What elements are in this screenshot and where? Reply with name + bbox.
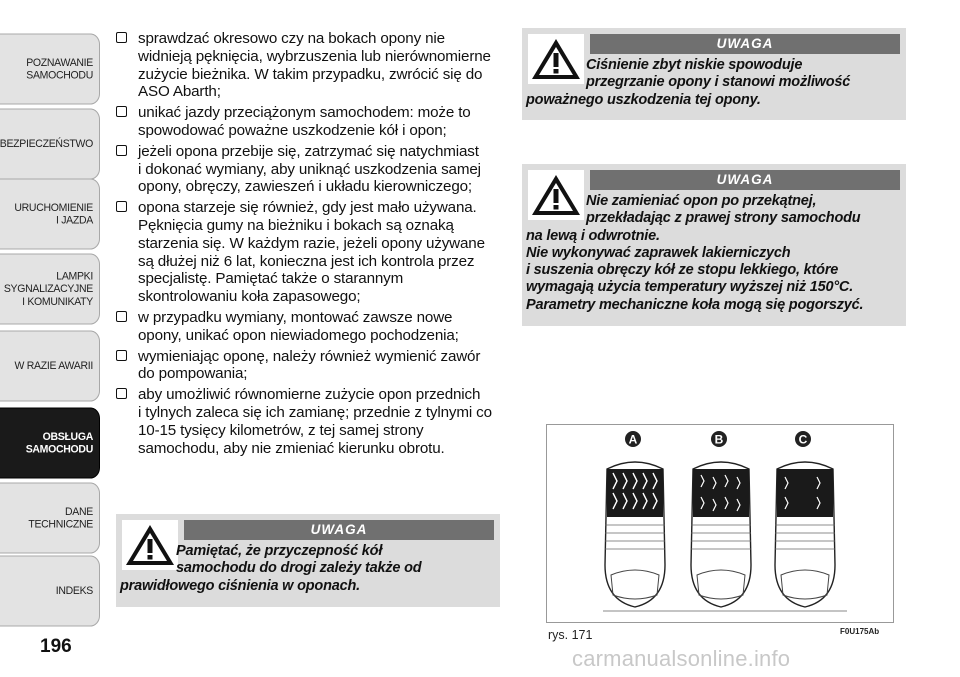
checkbox-bullet-icon — [116, 350, 127, 361]
tab-label: LAMPKI SYGNALIZACYJNE I KOMUNIKATY — [3, 269, 93, 309]
bullet-item — [116, 309, 511, 345]
tab-label: DANE TECHNICZNE — [28, 505, 93, 531]
warning-line: Nie zamieniać opon po przekątnej, — [586, 193, 817, 209]
figure-caption: rys. 171 — [548, 628, 593, 642]
warning-text — [586, 57, 850, 92]
bullet-line: sprawdzać okresowo czy na bokach opony nie — [138, 30, 445, 47]
warning-text — [176, 543, 421, 578]
tire-a-illustration — [605, 462, 665, 607]
warning-text-cont — [526, 228, 863, 314]
tab-label: BEZPIECZEŃSTWO — [0, 137, 93, 151]
bullet-line: zużycie bieżnika. W takim przypadku, zwrócić się do — [138, 65, 483, 83]
warning-text — [586, 193, 860, 228]
bullet-line: opony, obręczy, zawieszeń i układu kierowniczego; — [138, 178, 472, 196]
bullet-line: w przypadku wymiany, montować zawsze nowe — [138, 308, 453, 326]
tab-label: INDEKS — [55, 584, 93, 598]
warning-line: Parametry mechaniczne koła mogą się pogorszyć. — [526, 296, 864, 313]
bullet-line: jeżeli opona przebije się, zatrzymać się natychmiast — [138, 142, 479, 160]
warning-header: UWAGA — [590, 170, 900, 190]
tire-wear-figure — [546, 424, 894, 623]
figure-code: F0U175Ab — [840, 627, 880, 636]
checkbox-bullet-icon — [116, 145, 127, 156]
bullet-line: wymieniając oponę, należy również wymienić zawór — [138, 347, 481, 365]
checkbox-bullet-icon — [116, 32, 127, 43]
chapter-sidebar — [0, 0, 102, 677]
checkbox-bullet-icon — [116, 311, 127, 322]
bullet-line: specjalistę. Pamiętać także o starannym — [138, 270, 404, 288]
bullet-item — [116, 386, 511, 457]
warning-text-cont — [526, 92, 761, 109]
bullet-line: i tylnych zaleca się ich zamianę; przednie z tylnymi co — [138, 403, 492, 421]
label-c: C — [798, 432, 808, 447]
bullet-line: są dłużej niż 6 lat, konieczna jest ich kontrola przez — [138, 252, 475, 270]
warning-triangle-icon — [528, 170, 584, 220]
checkbox-bullet-icon — [116, 388, 127, 399]
checkbox-bullet-icon — [116, 106, 127, 117]
bullet-line: starzenia się. W każdym razie, jeżeli opony używane — [138, 234, 485, 252]
label-a: A — [628, 432, 638, 447]
warning-text-cont — [120, 578, 360, 595]
bullet-line: i dokonać wymiany, aby uniknąć uszkodzenia samej — [138, 160, 481, 178]
warning-box-tire-pressure-grip — [116, 514, 500, 607]
warning-line: przekładając z prawej strony samochodu — [586, 210, 861, 227]
warning-triangle-icon — [528, 34, 584, 84]
maintenance-bullet-list — [116, 30, 511, 460]
bullet-item — [116, 30, 511, 101]
warning-line: samochodu do drogi zależy także od — [176, 560, 422, 577]
tab-indeks[interactable] — [0, 555, 100, 626]
checkbox-bullet-icon — [116, 201, 127, 212]
warning-line: Nie wykonywać zaprawek lakierniczych — [526, 244, 791, 261]
label-b: B — [714, 432, 724, 447]
bullet-line: opony, unikać opon niewiadomego pochodzenia; — [138, 326, 459, 344]
bullet-item — [116, 104, 511, 140]
bullet-line: unikać jazdy przeciążonym samochodem: może to — [138, 104, 471, 122]
tab-w-razie-awarii[interactable] — [0, 330, 100, 401]
warning-triangle-icon — [122, 520, 178, 570]
warning-line: Pamiętać, że przyczepność kół — [176, 543, 383, 559]
tab-label: OBSŁUGA SAMOCHODU — [25, 430, 93, 456]
warning-line: przegrzanie opony i stanowi możliwość — [586, 74, 851, 91]
warning-header: UWAGA — [590, 34, 900, 54]
tab-label: URUCHOMIENIE I JAZDA — [14, 201, 93, 227]
tire-wear-illustration — [547, 425, 893, 622]
warning-line: i suszenia obręczy kół ze stopu lekkiego, które — [526, 262, 839, 279]
bullet-line: samochodu, aby nie zmieniać kierunku obrotu. — [138, 439, 445, 457]
page-number: 196 — [40, 636, 72, 657]
warning-line: prawidłowego ciśnienia w oponach. — [120, 577, 360, 594]
bullet-line: do pompowania; — [138, 365, 248, 383]
tab-uruchomienie-i-jazda[interactable] — [0, 178, 100, 249]
bullet-line: skontrolowaniu koła zapasowego; — [138, 288, 361, 306]
warning-line: poważnego uszkodzenia tej opony. — [526, 91, 761, 108]
bullet-line: ASO Abarth; — [138, 83, 221, 101]
warning-line: Ciśnienie zbyt niskie spowoduje — [586, 57, 803, 73]
bullet-line: widnieją pęknięcia, wybrzuszenia lub nierównomierne — [138, 47, 491, 65]
warning-line: wymagają użycia temperatury wyższej niż 150°C. — [526, 279, 854, 296]
warning-header: UWAGA — [184, 520, 494, 540]
tab-bezpieczenstwo[interactable] — [0, 108, 100, 179]
tab-poznawanie-samochodu[interactable] — [0, 33, 100, 104]
tab-lampki-sygnalizacyjne[interactable] — [0, 253, 100, 324]
warning-box-low-pressure — [522, 28, 906, 120]
bullet-line: spowodować poważne uszkodzenie kół i opon; — [138, 121, 447, 139]
tire-b-illustration — [691, 462, 751, 607]
bullet-item — [116, 348, 511, 384]
tab-obsluga-samochodu[interactable] — [0, 407, 100, 478]
bullet-item — [116, 199, 511, 306]
warning-box-tire-rotation — [522, 164, 906, 326]
bullet-line: opona starzeje się również, gdy jest mało używana. — [138, 199, 477, 217]
warning-line: na lewą i odwrotnie. — [526, 227, 660, 244]
bullet-line: Pęknięcia gumy na bieżniku i bokach są oznaką — [138, 216, 454, 234]
tab-label: POZNAWANIE SAMOCHODU — [26, 56, 93, 82]
bullet-line: aby umożliwić równomierne zużycie opon przednich — [138, 386, 481, 404]
bullet-item — [116, 143, 511, 196]
watermark: carmanualsonline.info — [572, 646, 791, 671]
tab-dane-techniczne[interactable] — [0, 482, 100, 553]
tab-label: W RAZIE AWARII — [14, 359, 93, 373]
bullet-line: 10-15 tysięcy kilometrów, z tej samej strony — [138, 421, 424, 439]
tire-c-illustration — [775, 462, 835, 607]
